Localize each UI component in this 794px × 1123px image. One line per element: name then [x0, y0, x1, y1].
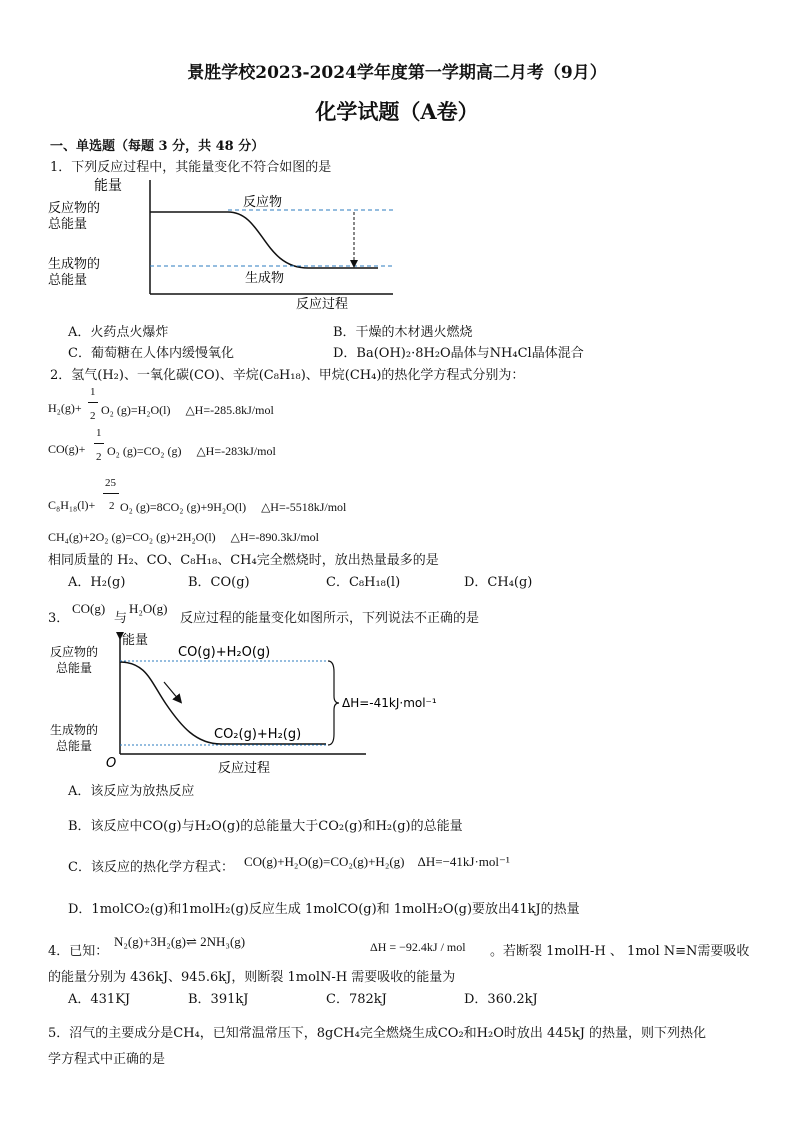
- exam-subtitle: 化学试题（A卷）: [315, 99, 479, 124]
- q1-x-label: 反应过程: [296, 297, 349, 310]
- q2-eq3-right: O₂ (g)=8CO₂ (g)+9H₂O(l) △H=-5518kJ/mol: [120, 500, 347, 514]
- q4-stem-dh: ΔH = −92.4kJ / mol: [370, 940, 466, 954]
- q1-option-a: A．火药点火爆炸: [68, 325, 169, 340]
- q2-eq3-frac-bar: [103, 493, 119, 494]
- q3-stem-mid: 与: [114, 611, 128, 626]
- q2-eq2-num: 1: [96, 427, 102, 439]
- q2-option-a: A．H₂(g): [68, 575, 126, 590]
- q3-left-top-2: 总能量: [56, 661, 93, 675]
- q2-eq3-den: 2: [109, 500, 115, 512]
- q2-eq1-right: O₂ (g)=H₂O(l) △H=-285.8kJ/mol: [101, 403, 274, 417]
- q5-line1: 5．沼气的主要成分是CH₄，已知常温常压下，8gCH₄完全燃烧生成CO₂和H₂O时放出 445kJ 的热量，则下列热化: [48, 1026, 707, 1041]
- q3-left-top-1: 反应物的: [50, 645, 99, 659]
- q3-left-bot-1: 生成物的: [50, 723, 99, 737]
- q3-left-bot-2: 总能量: [56, 739, 93, 753]
- q3-y-label: 能量: [122, 633, 149, 648]
- q3-energy-diagram: [46, 632, 446, 778]
- q3-direction-arrow: [164, 682, 179, 700]
- q3-x-label: 反应过程: [218, 761, 271, 776]
- q2-option-b: B．CO(g): [188, 575, 250, 590]
- q1-reactant-label: 反应物: [243, 195, 283, 210]
- q3-delta-h: ΔH=-41kJ·mol⁻¹: [342, 696, 437, 710]
- q3-stem-co: CO(g): [72, 601, 106, 616]
- q2-option-d: D．CH₄(g): [464, 575, 533, 590]
- exam-title: 景胜学校2023-2024学年度第一学期高二月考（9月）: [187, 63, 607, 83]
- q1-energy-diagram: [48, 176, 398, 310]
- q1-left-top-2: 总能量: [48, 217, 88, 232]
- q3-stem-prefix: 3．: [48, 611, 70, 626]
- q3-option-d: D．1molCO₂(g)和1molH₂(g)反应生成 1molCO(g)和 1molH₂O(g)要放出41kJ的热量: [68, 902, 580, 917]
- q3-stem-suffix: 反应过程的能量变化如图所示，下列说法不正确的是: [180, 611, 480, 626]
- q1-option-b: B．干燥的木材遇火燃烧: [333, 325, 473, 340]
- q3-origin: O: [106, 756, 117, 771]
- q2-eq2-den: 2: [96, 451, 102, 463]
- q2-eq1-left: H₂(g)+: [48, 401, 82, 415]
- q3-option-c-eq: CO(g)+H₂O(g)=CO₂(g)+H₂(g) ΔH=−41kJ·mol⁻¹: [244, 854, 510, 869]
- q3-reactants: CO(g)+H₂O(g): [178, 645, 271, 660]
- section-heading: 一、单选题（每题 3 分，共 48 分）: [50, 139, 265, 154]
- q2-eq2-right: O₂ (g)=CO₂ (g) △H=-283kJ/mol: [107, 444, 276, 458]
- q1-option-c: C．葡萄糖在人体内缓慢氧化: [68, 346, 234, 361]
- q4-option-b: B．391kJ: [188, 992, 249, 1007]
- q1-stem: 1．下列反应过程中，其能量变化不符合如图的是: [50, 160, 332, 175]
- q2-eq4: CH₄(g)+2O₂ (g)=CO₂ (g)+2H₂O(l) △H=-890.3kJ/mol: [48, 530, 320, 544]
- q4-option-d: D．360.2kJ: [464, 992, 538, 1007]
- q1-option-d: D．Ba(OH)₂·8H₂O晶体与NH₄Cl晶体混合: [333, 346, 584, 361]
- q2-eq2-left: CO(g)+: [48, 442, 86, 456]
- q1-y-label: 能量: [94, 178, 122, 194]
- q2-eq1-frac-bar: [88, 402, 98, 403]
- q2-eq1-den: 2: [90, 410, 96, 422]
- q3-option-a: A．该反应为放热反应: [68, 784, 195, 799]
- q2-eq1-num: 1: [90, 386, 96, 398]
- q4-stem-prefix: 4．已知：: [48, 944, 109, 959]
- q2-stem: 2．氢气(H₂)、一氧化碳(CO)、辛烷(C₈H₁₈)、甲烷(CH₄)的热化学方程式分别为：: [50, 368, 525, 383]
- q1-left-top-1: 反应物的: [48, 201, 101, 216]
- q3-option-b: B．该反应中CO(g)与H₂O(g)的总能量大于CO₂(g)和H₂(g)的总能量: [68, 819, 463, 834]
- q3-option-c-prefix: C．该反应的热化学方程式：: [68, 860, 234, 875]
- q4-line2: 的能量分别为 436kJ、945.6kJ，则断裂 1molN-H 需要吸收的能量为: [48, 970, 456, 985]
- q1-left-bot-2: 总能量: [48, 273, 88, 288]
- q3-delta-brace: [328, 661, 339, 745]
- q4-option-c: C．782kJ: [326, 992, 387, 1007]
- q3-products: CO₂(g)+H₂(g): [214, 727, 302, 742]
- q4-option-a: A．431KJ: [68, 992, 131, 1007]
- q1-product-label: 生成物: [245, 271, 285, 286]
- q2-question: 相同质量的 H₂、CO、C₈H₁₈、CH₄完全燃烧时，放出热量最多的是: [48, 553, 439, 568]
- q1-left-bot-1: 生成物的: [48, 257, 101, 272]
- q2-option-c: C．C₈H₁₈(l): [326, 575, 401, 590]
- q2-eq3-left: C₈H₁₈(l)+: [48, 498, 96, 512]
- q5-line2: 学方程式中正确的是: [48, 1052, 166, 1067]
- q4-stem-eq: N₂(g)+3H₂(g)⇌ 2NH₃(g): [114, 934, 246, 949]
- q4-stem-tail: 。若断裂 1molH-H 、 1mol N≡N需要吸收: [490, 944, 750, 959]
- q2-eq2-frac-bar: [94, 443, 104, 444]
- q1-energy-curve: [150, 212, 378, 268]
- q3-stem-h2o: H₂O(g): [129, 601, 168, 616]
- q2-eq3-num: 25: [105, 477, 116, 489]
